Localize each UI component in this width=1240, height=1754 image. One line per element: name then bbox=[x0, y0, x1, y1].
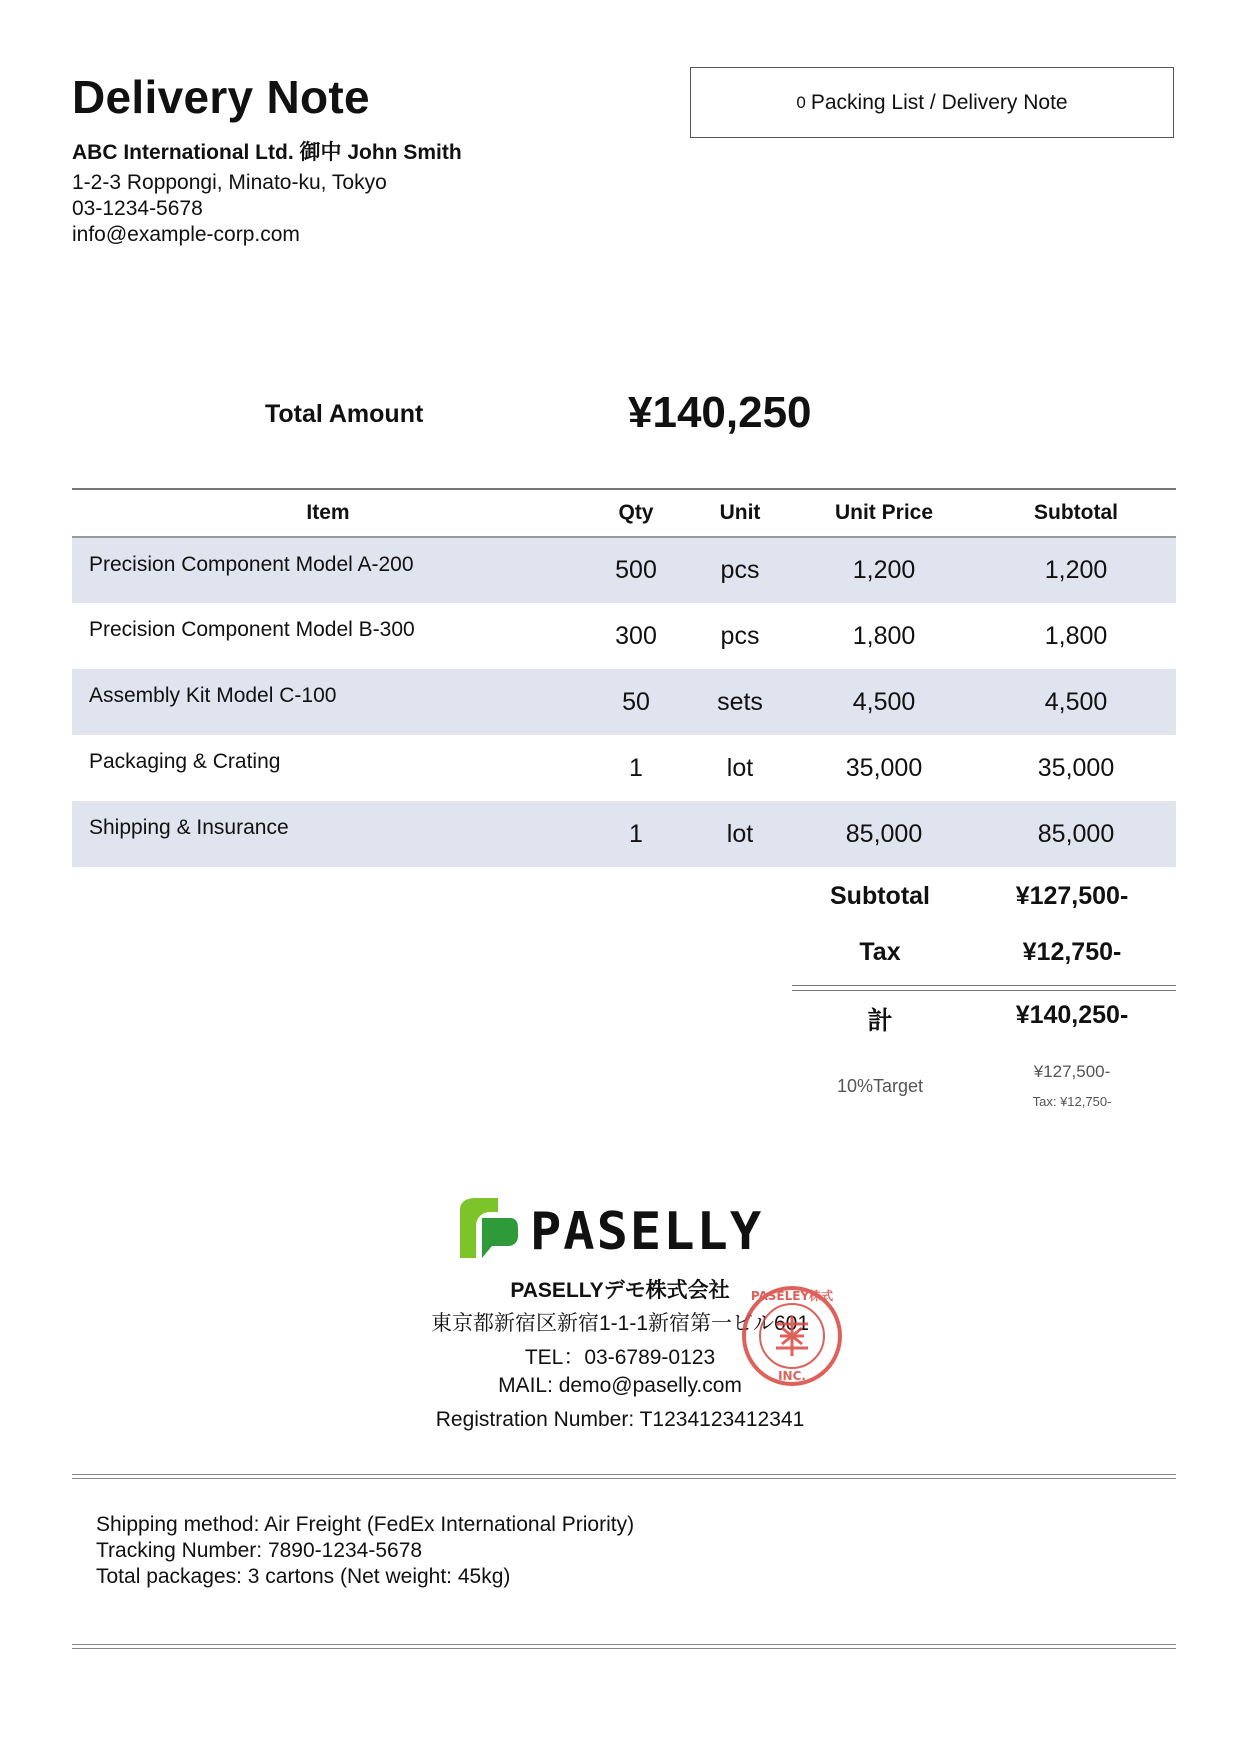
document-type-box bbox=[690, 67, 1174, 138]
item-unit-price: 4,500 bbox=[852, 687, 916, 716]
column-header-qty: Qty bbox=[584, 489, 688, 537]
document-title: Delivery Note bbox=[72, 71, 370, 123]
company-address: 東京都新宿区新宿1-1-1新宿第一ビル601 bbox=[430, 1312, 810, 1335]
shipping-method: Shipping method: Air Freight (FedEx International Priority) bbox=[96, 1513, 635, 1536]
subtotal-value: ¥127,500- bbox=[1015, 882, 1129, 910]
recipient-address: 1-2-3 Roppongi, Minato-ku, Tokyo bbox=[72, 171, 387, 194]
table-row bbox=[72, 735, 1176, 801]
item-qty: 1 bbox=[629, 819, 643, 848]
item-name: Precision Component Model B-300 bbox=[89, 618, 415, 641]
item-unit: pcs bbox=[720, 621, 760, 650]
items-table bbox=[72, 488, 1176, 867]
company-name: PASELLYデモ株式会社 bbox=[510, 1279, 730, 1302]
item-unit: lot bbox=[726, 753, 754, 782]
item-unit: lot bbox=[726, 819, 754, 848]
grand-total-label: 計 bbox=[867, 1007, 893, 1035]
item-subtotal: 1,200 bbox=[1044, 556, 1108, 584]
table-row bbox=[72, 801, 1176, 867]
item-name: Assembly Kit Model C-100 bbox=[89, 684, 337, 707]
item-unit-price: 1,800 bbox=[852, 621, 916, 650]
column-header-item: Item bbox=[72, 489, 584, 537]
table-row bbox=[72, 603, 1176, 669]
tax-target-value: ¥127,500- bbox=[1033, 1062, 1111, 1081]
item-subtotal: 4,500 bbox=[1044, 687, 1108, 716]
item-qty: 500 bbox=[615, 556, 657, 584]
item-name: Shipping & Insurance bbox=[89, 816, 289, 839]
item-qty: 300 bbox=[615, 621, 657, 650]
item-unit-price: 85,000 bbox=[845, 819, 923, 848]
table-row bbox=[72, 537, 1176, 603]
item-name: Packaging & Crating bbox=[89, 750, 281, 773]
column-header-unit: Unit bbox=[688, 489, 792, 537]
summary-divider bbox=[792, 985, 1176, 986]
total-packages: Total packages: 3 cartons (Net weight: 45kg) bbox=[96, 1565, 511, 1588]
item-qty: 50 bbox=[622, 687, 650, 716]
svg-text:PASELEY株式: PASELEY株式 bbox=[750, 1289, 834, 1303]
recipient-phone: 03-1234-5678 bbox=[72, 197, 203, 220]
grand-total-value: ¥140,250- bbox=[1015, 1001, 1129, 1029]
tax-value: ¥12,750- bbox=[1022, 938, 1122, 966]
item-name: Precision Component Model A-200 bbox=[89, 553, 414, 576]
company-logo bbox=[458, 1196, 788, 1263]
item-subtotal: 1,800 bbox=[1044, 621, 1108, 650]
total-amount-label: Total Amount bbox=[265, 400, 424, 428]
section-divider bbox=[72, 1474, 1176, 1479]
item-subtotal: 85,000 bbox=[1037, 819, 1115, 848]
company-tel: TEL：03-6789-0123 bbox=[524, 1346, 716, 1369]
summary-divider bbox=[792, 990, 1176, 991]
company-mail: MAIL: demo@paselly.com bbox=[498, 1374, 742, 1397]
item-unit: pcs bbox=[720, 556, 760, 584]
item-unit-price: 1,200 bbox=[852, 556, 916, 584]
svg-text:PASELLY: PASELLY bbox=[530, 1202, 764, 1258]
item-unit: sets bbox=[717, 687, 763, 716]
table-header-row bbox=[72, 489, 1176, 537]
footer-divider bbox=[72, 1644, 1176, 1649]
item-qty: 1 bbox=[629, 753, 643, 782]
column-header-unit-price: Unit Price bbox=[792, 489, 976, 537]
item-subtotal: 35,000 bbox=[1037, 753, 1115, 782]
document-type-number: 0 bbox=[796, 92, 806, 112]
recipient-name: ABC International Ltd. 御中 John Smith bbox=[72, 141, 462, 164]
total-amount-value: ¥140,250 bbox=[628, 388, 812, 437]
company-seal bbox=[740, 1284, 844, 1393]
tax-label: Tax bbox=[859, 938, 901, 966]
svg-text:INC.: INC. bbox=[778, 1369, 806, 1383]
tax-target-label: 10%Target bbox=[836, 1076, 924, 1096]
recipient-email: info@example-corp.com bbox=[72, 223, 300, 246]
company-registration: Registration Number: T1234123412341 bbox=[435, 1408, 805, 1431]
item-unit-price: 35,000 bbox=[845, 753, 923, 782]
subtotal-label: Subtotal bbox=[830, 882, 930, 910]
column-header-subtotal: Subtotal bbox=[976, 489, 1176, 537]
tax-target-tax: Tax: ¥12,750- bbox=[1032, 1094, 1112, 1109]
tracking-number: Tracking Number: 7890-1234-5678 bbox=[96, 1539, 423, 1562]
table-row bbox=[72, 669, 1176, 735]
document-type-label: Packing List / Delivery Note bbox=[810, 90, 1068, 114]
